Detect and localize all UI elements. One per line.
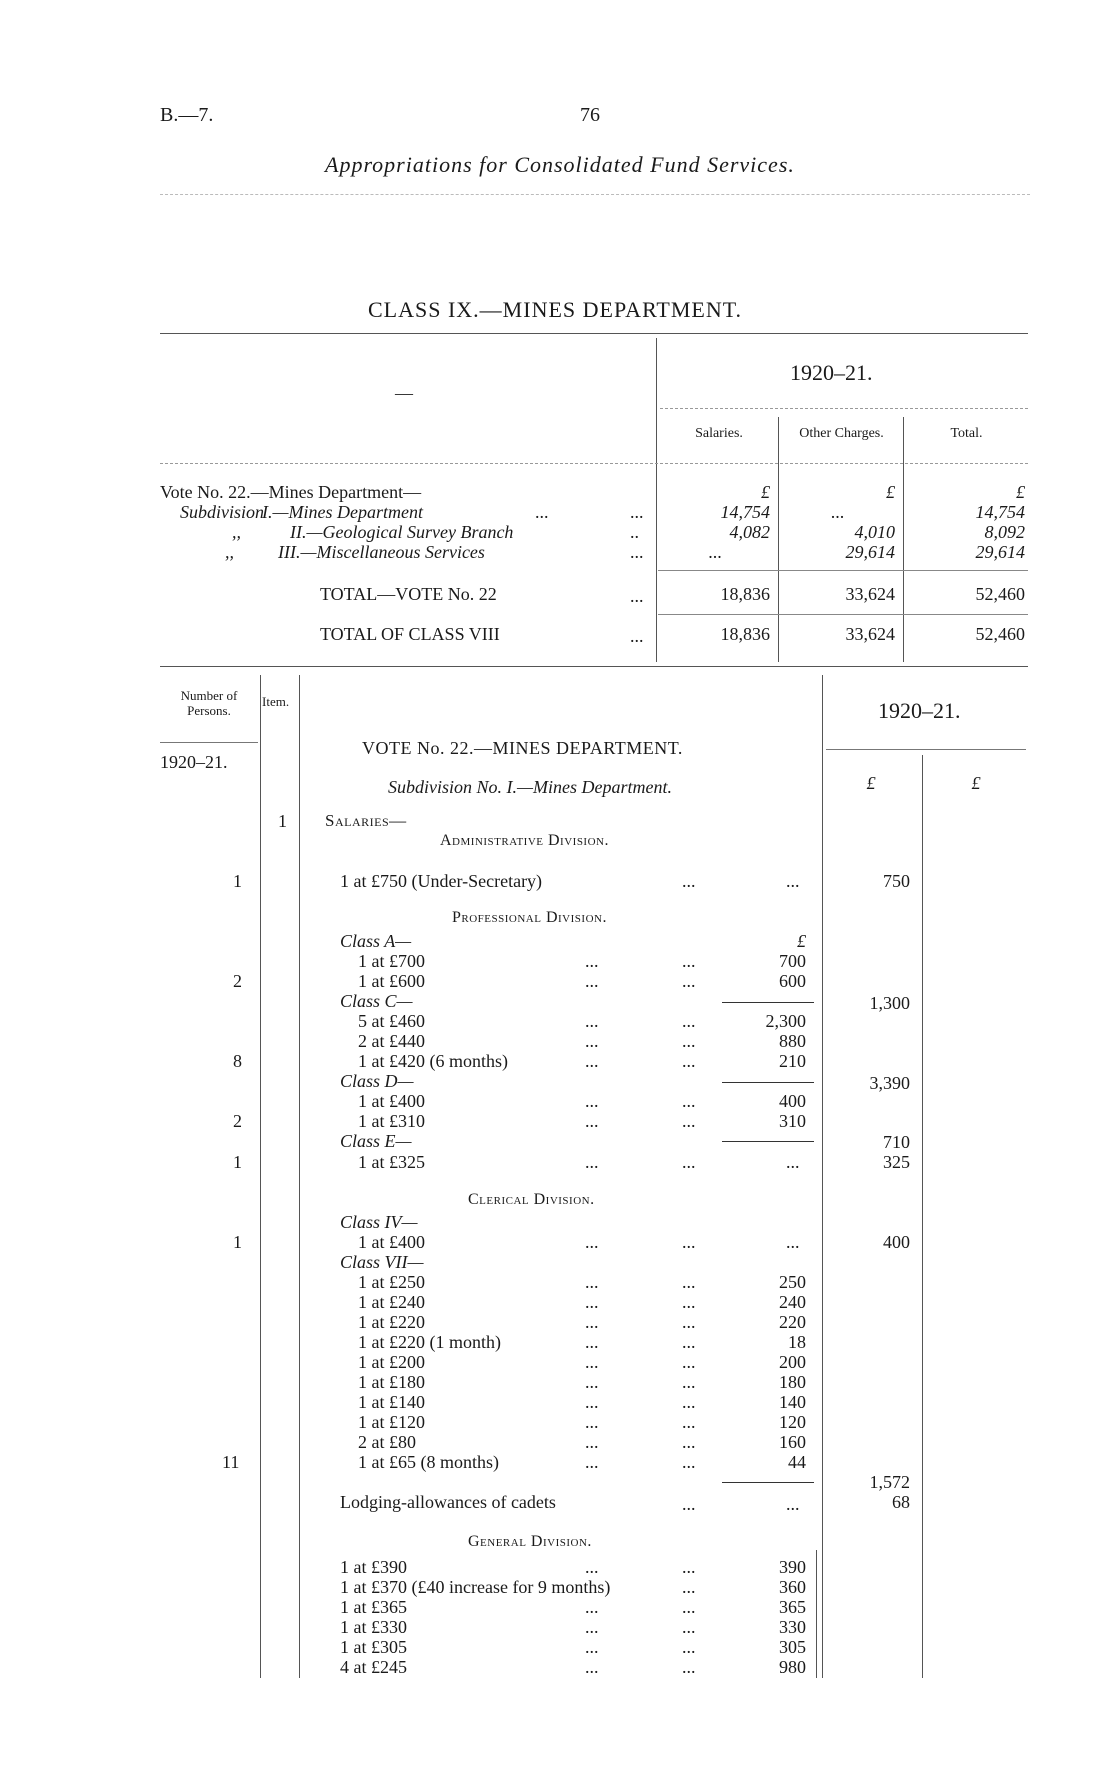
pound-total: £ <box>1016 482 1025 502</box>
line-label: 1 at £305 <box>340 1637 407 1657</box>
row-label: III.—Miscellaneous Services <box>278 542 485 562</box>
summary-header-dash: — <box>395 383 413 403</box>
line-label: 1 at £180 <box>358 1372 425 1392</box>
line-value: 600 <box>779 971 806 991</box>
row-salaries: 4,082 <box>729 522 770 542</box>
line-label: 1 at £400 <box>358 1091 425 1111</box>
amount-column-rule-1 <box>822 675 823 1678</box>
col-persons-header: Number of Persons. <box>180 688 238 718</box>
class-iv-label: Class IV— <box>340 1212 418 1232</box>
line-value: 980 <box>779 1657 806 1677</box>
line-dots: ... <box>585 1312 599 1332</box>
line-dots: ... <box>585 951 599 971</box>
line-label: 1 at £325 <box>358 1152 425 1172</box>
row-label: I.—Mines Department <box>262 502 423 522</box>
line-dots: ... <box>682 1152 696 1172</box>
row-salaries: 14,754 <box>720 502 770 522</box>
line-label: 1 at £200 <box>358 1352 425 1372</box>
persons-count: 11 <box>222 1452 240 1472</box>
class-c-sum-rule <box>722 1082 814 1083</box>
line-dots: ... <box>585 1332 599 1352</box>
class-e-label: Class E— <box>340 1131 412 1151</box>
class-vii-label: Class VII— <box>340 1252 424 1272</box>
line-dots: ... <box>585 1392 599 1412</box>
row-label: II.—Geological Survey Branch <box>290 522 514 542</box>
line-dots: ... <box>682 1657 696 1677</box>
vote-line: Vote No. 22.—Mines Department— <box>160 482 422 502</box>
line-label: 1 at £370 (£40 increase for 9 months) <box>340 1577 611 1597</box>
subtotal-rule-top <box>658 570 1028 571</box>
subdivision-title: Subdivision No. I.—Mines Department. <box>388 777 672 797</box>
line-value: 18 <box>788 1332 806 1352</box>
line-dots: ... <box>682 1292 696 1312</box>
line-value: 250 <box>779 1272 806 1292</box>
row-total: 29,614 <box>975 542 1025 562</box>
row-other: ... <box>830 502 845 522</box>
pound-salaries: £ <box>761 482 770 502</box>
class-d-label: Class D— <box>340 1071 414 1091</box>
line-dots: ... <box>682 1111 696 1131</box>
line-dots: ... <box>585 1272 599 1292</box>
item-column-rule <box>299 675 300 1678</box>
class-a-sum-rule <box>722 1002 814 1003</box>
summary-year-rule <box>660 408 1028 409</box>
total-class-dots: ... <box>630 626 644 646</box>
total-vote-dots: ... <box>630 586 644 606</box>
persons-year: 1920–21. <box>160 752 228 772</box>
class-d-sum-rule <box>722 1141 814 1142</box>
line-dots: ... <box>585 1372 599 1392</box>
row-prefix: ,, <box>225 542 234 562</box>
line-label: 1 at £240 <box>358 1292 425 1312</box>
general-value-rule <box>816 1550 817 1678</box>
persons-count: 8 <box>233 1051 242 1071</box>
line-dots: ... <box>682 1432 696 1452</box>
line-dots: ... <box>585 1617 599 1637</box>
line-dots: ... <box>682 1051 696 1071</box>
line-dots: ... <box>682 1392 696 1412</box>
line-value: 180 <box>779 1372 806 1392</box>
line-dots: ... <box>682 1011 696 1031</box>
class-c-total: 3,390 <box>869 1073 910 1093</box>
line-dots: ... <box>585 1051 599 1071</box>
line-value: 330 <box>779 1617 806 1637</box>
pound-col-2: £ <box>971 773 981 793</box>
prof-division-heading: Professional Division. <box>452 909 607 926</box>
pound-col-1: £ <box>866 773 876 793</box>
header-rule <box>160 194 1030 195</box>
line-dots: ... <box>786 1494 800 1514</box>
line-value: 365 <box>779 1597 806 1617</box>
row-total: 8,092 <box>984 522 1025 542</box>
persons-count: 1 <box>233 871 242 891</box>
row-prefix: ,, <box>232 522 241 542</box>
line-amount: 400 <box>883 1232 910 1252</box>
summary-divider <box>656 338 657 662</box>
summary-bottom-rule <box>160 666 1028 667</box>
summary-col-divider-2 <box>903 417 904 662</box>
persons-count: 2 <box>233 1111 242 1131</box>
summary-col-divider-1 <box>778 417 779 662</box>
col-salaries-header: Salaries. <box>695 426 743 441</box>
line-amount: 750 <box>883 871 910 891</box>
line-dots: ... <box>585 1412 599 1432</box>
total-vote-total: 52,460 <box>975 584 1025 604</box>
persons-header-rule <box>160 742 258 743</box>
vote-title: VOTE No. 22.—MINES DEPARTMENT. <box>362 738 683 758</box>
line-dots: ... <box>585 1637 599 1657</box>
amount-header-rule <box>826 749 1026 750</box>
line-value: 305 <box>779 1637 806 1657</box>
total-vote-label: TOTAL—VOTE No. 22 <box>320 584 497 604</box>
line-label: 1 at £700 <box>358 951 425 971</box>
page-number: 76 <box>580 104 600 126</box>
line-dots: ... <box>585 1557 599 1577</box>
line-value: 390 <box>779 1557 806 1577</box>
line-dots: ... <box>786 1232 800 1252</box>
line-label: 1 at £390 <box>340 1557 407 1577</box>
line-label: 2 at £440 <box>358 1031 425 1051</box>
line-value: 160 <box>779 1432 806 1452</box>
line-label: 2 at £80 <box>358 1432 416 1452</box>
class-a-label: Class A— <box>340 931 412 951</box>
row-dots-a: ... <box>535 502 549 522</box>
class-c-label: Class C— <box>340 991 413 1011</box>
line-dots: ... <box>585 1657 599 1677</box>
persons-count: 1 <box>233 1232 242 1252</box>
line-amount: 325 <box>883 1152 910 1172</box>
line-label: 1 at £365 <box>340 1597 407 1617</box>
line-label: 1 at £220 (1 month) <box>358 1332 501 1352</box>
amount-column-rule-2 <box>922 755 923 1678</box>
row-prefix: Subdivision <box>180 502 264 522</box>
class-vii-total: 1,572 <box>869 1472 910 1492</box>
line-dots: ... <box>585 971 599 991</box>
line-dots: ... <box>786 871 800 891</box>
pound-other: £ <box>886 482 895 502</box>
total-class-label: TOTAL OF CLASS VIII <box>320 624 500 644</box>
row-other: 29,614 <box>845 542 895 562</box>
line-dots: ... <box>585 1091 599 1111</box>
row-dots: ... <box>630 542 644 562</box>
col-item-header: Item. <box>262 694 290 709</box>
class-d-total: 710 <box>883 1132 910 1152</box>
line-dots: ... <box>682 951 696 971</box>
row-other: 4,010 <box>854 522 895 542</box>
line-value: 240 <box>779 1292 806 1312</box>
general-division-heading: General Division. <box>468 1533 592 1550</box>
summary-top-rule <box>160 333 1028 334</box>
line-label: 1 at £120 <box>358 1412 425 1432</box>
total-vote-salaries: 18,836 <box>720 584 770 604</box>
line-dots: ... <box>585 1111 599 1131</box>
total-vote-other: 33,624 <box>845 584 895 604</box>
line-dots: ... <box>682 1031 696 1051</box>
line-dots: ... <box>682 1312 696 1332</box>
page-reference: B.—7. <box>160 104 214 126</box>
line-label: 4 at £245 <box>340 1657 407 1677</box>
line-dots: ... <box>682 1637 696 1657</box>
line-dots: ... <box>682 1372 696 1392</box>
salaries-heading: Salaries— <box>325 811 407 830</box>
summary-header-rule <box>160 463 1028 464</box>
summary-year: 1920–21. <box>790 360 873 385</box>
line-label: 1 at £310 <box>358 1111 425 1131</box>
class-vii-sum-rule <box>722 1482 814 1483</box>
line-label: 1 at £250 <box>358 1272 425 1292</box>
line-dots: ... <box>585 1597 599 1617</box>
line-dots: ... <box>682 1412 696 1432</box>
line-value: 220 <box>779 1312 806 1332</box>
line-value: 210 <box>779 1051 806 1071</box>
row-salaries: ... <box>708 542 722 562</box>
page-title: Appropriations for Consolidated Fund Services. <box>325 152 795 177</box>
line-label: 1 at £420 (6 months) <box>358 1051 508 1071</box>
line-dots: ... <box>682 1232 696 1252</box>
row-dots-b: ... <box>630 502 644 522</box>
line-dots: ... <box>682 971 696 991</box>
item-number: 1 <box>278 811 287 831</box>
col-total-header: Total. <box>950 426 983 441</box>
line-label: 1 at £330 <box>340 1617 407 1637</box>
class-title: CLASS IX.—MINES DEPARTMENT. <box>368 297 743 322</box>
col-other-header: Other Charges. <box>799 426 884 441</box>
line-label: 1 at £220 <box>358 1312 425 1332</box>
admin-division-heading: Administrative Division. <box>440 832 609 849</box>
total-class-other: 33,624 <box>845 624 895 644</box>
line-amount: 68 <box>892 1492 910 1512</box>
line-label: 1 at £750 (Under-Secretary) <box>340 871 543 891</box>
line-dots: ... <box>585 1031 599 1051</box>
persons-column-rule <box>260 675 261 1678</box>
line-dots: ... <box>682 1352 696 1372</box>
line-label: 5 at £460 <box>358 1011 425 1031</box>
line-dots: ... <box>585 1011 599 1031</box>
line-value: 200 <box>779 1352 806 1372</box>
row-dots: .. <box>630 522 639 542</box>
line-value: 360 <box>779 1577 806 1597</box>
row-total: 14,754 <box>975 502 1025 522</box>
line-dots: ... <box>585 1152 599 1172</box>
line-dots: ... <box>682 1557 696 1577</box>
line-value: 400 <box>779 1091 806 1111</box>
line-dots: ... <box>682 1617 696 1637</box>
line-value: 880 <box>779 1031 806 1051</box>
line-dots: ... <box>682 1091 696 1111</box>
subtotal-rule-mid <box>658 614 1028 615</box>
line-dots: ... <box>585 1432 599 1452</box>
line-label: 1 at £140 <box>358 1392 425 1412</box>
line-value: 44 <box>788 1452 806 1472</box>
line-dots: ... <box>585 1292 599 1312</box>
clerical-division-heading: Clerical Division. <box>468 1191 595 1208</box>
total-class-total: 52,460 <box>975 624 1025 644</box>
total-class-salaries: 18,836 <box>720 624 770 644</box>
prof-pound: £ <box>797 931 806 951</box>
line-label: 1 at £65 (8 months) <box>358 1452 499 1472</box>
line-value: 2,300 <box>765 1011 806 1031</box>
line-label: 1 at £400 <box>358 1232 425 1252</box>
line-dots: ... <box>585 1232 599 1252</box>
line-value: 140 <box>779 1392 806 1412</box>
line-dots: ... <box>682 1452 696 1472</box>
line-dots: ... <box>786 1152 800 1172</box>
line-value: 310 <box>779 1111 806 1131</box>
line-value: 120 <box>779 1412 806 1432</box>
line-dots: ... <box>585 1352 599 1372</box>
line-dots: ... <box>682 1332 696 1352</box>
line-dots: ... <box>682 1272 696 1292</box>
persons-count: 1 <box>233 1152 242 1172</box>
line-dots: ... <box>682 1597 696 1617</box>
line-label: 1 at £600 <box>358 971 425 991</box>
line-dots: ... <box>682 871 696 891</box>
persons-count: 2 <box>233 971 242 991</box>
line-value: 700 <box>779 951 806 971</box>
line-dots: ... <box>585 1452 599 1472</box>
class-a-total: 1,300 <box>869 993 910 1013</box>
line-dots: ... <box>682 1577 696 1597</box>
line-dots: ... <box>682 1494 696 1514</box>
line-label: Lodging-allowances of cadets <box>340 1492 556 1512</box>
detail-year: 1920–21. <box>878 698 961 723</box>
